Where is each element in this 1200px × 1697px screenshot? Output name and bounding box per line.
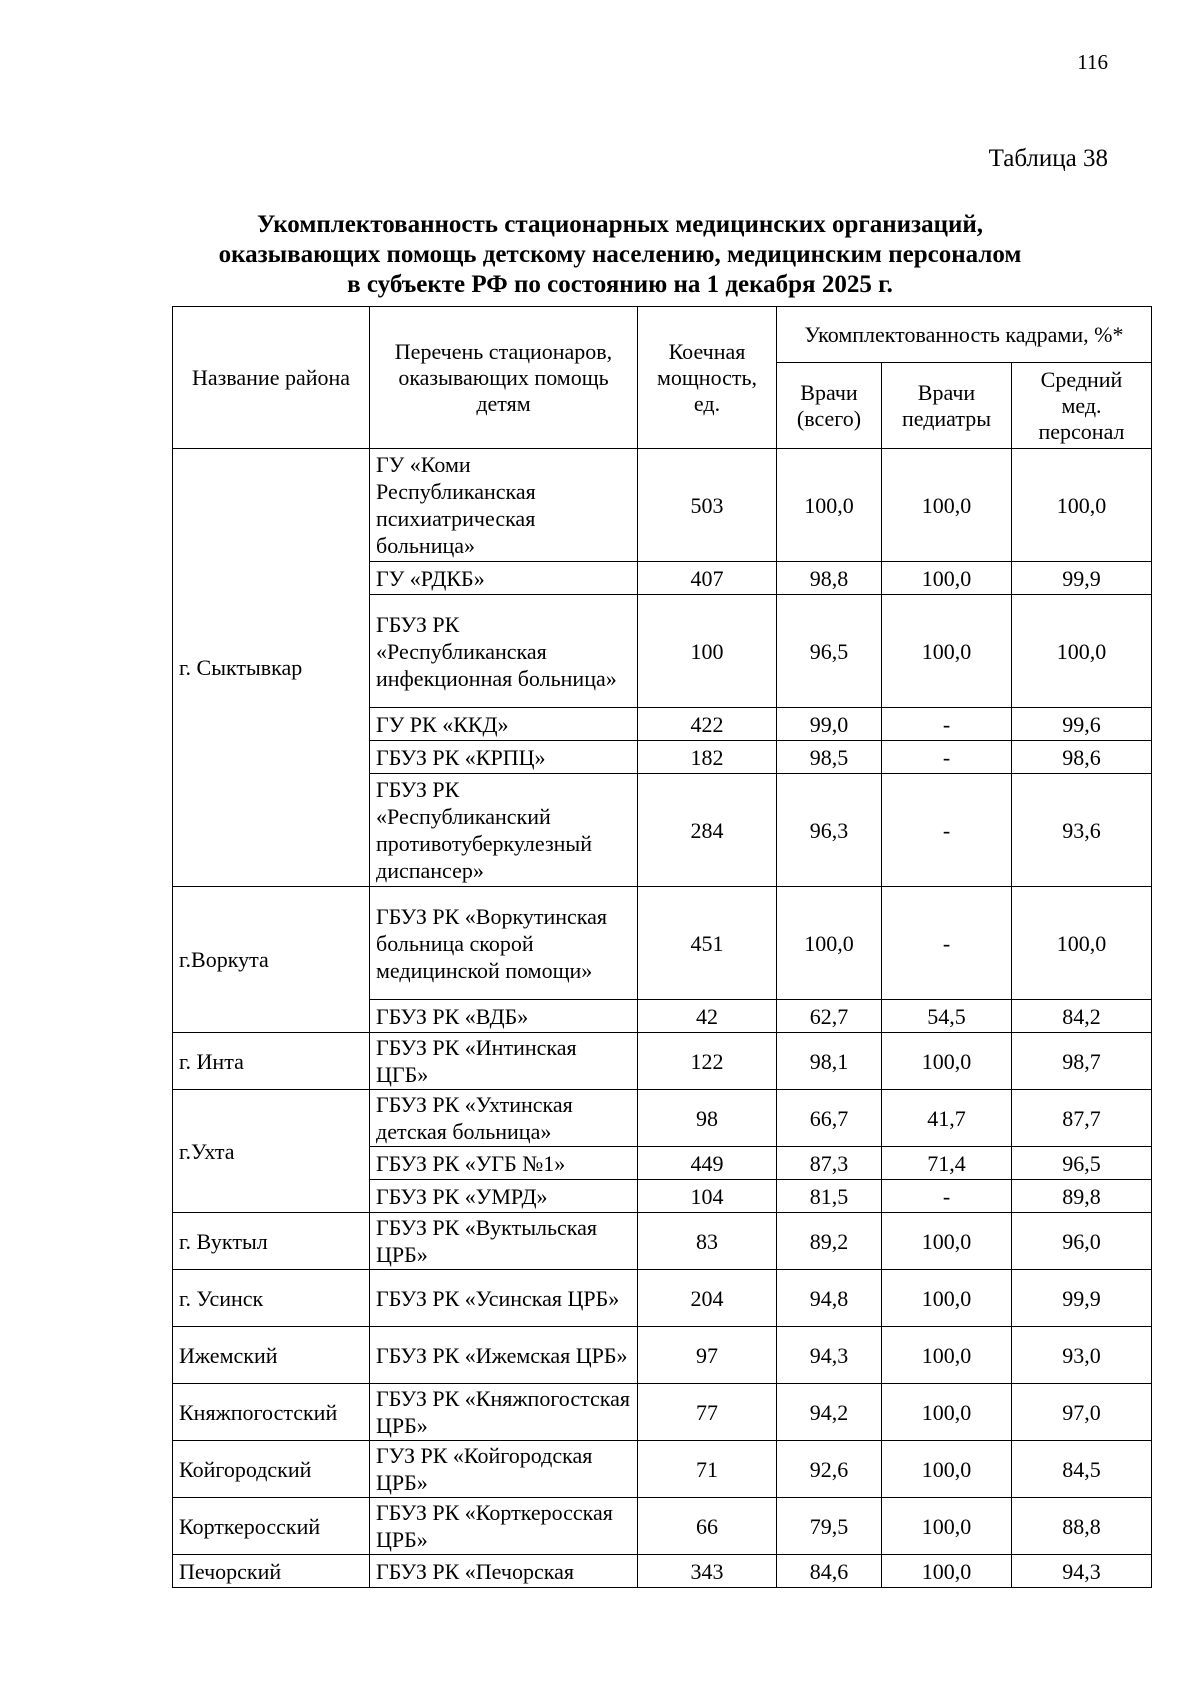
district-cell: г. Инта (173, 1033, 370, 1090)
hospital-cell: ГБУЗ РК «Интинская ЦГБ» (370, 1033, 638, 1090)
district-cell: г.Ухта (173, 1090, 370, 1213)
table-row (173, 1270, 1152, 1327)
doctors-total-cell: 79,5 (777, 1498, 882, 1555)
doctors-pediatric-cell: - (882, 708, 1012, 741)
doctors-pediatric-cell: 100,0 (882, 1033, 1012, 1090)
mid-staff-cell: 84,5 (1012, 1441, 1152, 1498)
doctors-pediatric-cell: 100,0 (882, 1555, 1012, 1588)
mid-staff-cell: 98,7 (1012, 1033, 1152, 1090)
district-cell: Ижемский (173, 1327, 370, 1384)
mid-staff-cell: 94,3 (1012, 1555, 1152, 1588)
doctors-total-cell: 94,2 (777, 1384, 882, 1441)
mid-staff-cell: 93,0 (1012, 1327, 1152, 1384)
doctors-total-cell: 94,8 (777, 1270, 882, 1327)
beds-cell: 42 (638, 1000, 777, 1033)
header-mid-staff: Средний мед. персонал (1012, 363, 1152, 449)
header-staffing: Укомплектованность кадрами, %* (777, 307, 1152, 363)
doctors-total-cell: 66,7 (777, 1090, 882, 1147)
beds-cell: 204 (638, 1270, 777, 1327)
table-row (173, 1555, 1152, 1588)
table-title (160, 210, 1080, 300)
mid-staff-cell: 100,0 (1012, 595, 1152, 708)
district-cell: Княжпогостский (173, 1384, 370, 1441)
doctors-total-cell: 84,6 (777, 1555, 882, 1588)
mid-staff-cell: 99,9 (1012, 1270, 1152, 1327)
header-doctors-total: Врачи (всего) (777, 363, 882, 449)
mid-staff-cell: 97,0 (1012, 1384, 1152, 1441)
doctors-total-cell: 89,2 (777, 1213, 882, 1270)
page-number: 116 (1077, 50, 1108, 74)
beds-cell: 407 (638, 562, 777, 595)
title-line: Укомплектованность стационарных медицинских организаций, (256, 211, 984, 238)
hospital-cell: ГБУЗ РК «КРПЦ» (370, 741, 638, 774)
mid-staff-cell: 88,8 (1012, 1498, 1152, 1555)
header-beds: Коечная мощность, ед. (638, 307, 777, 449)
beds-cell: 98 (638, 1090, 777, 1147)
beds-cell: 451 (638, 887, 777, 1000)
doctors-pediatric-cell: 100,0 (882, 1213, 1012, 1270)
doctors-total-cell: 62,7 (777, 1000, 882, 1033)
table-row (173, 887, 1152, 1000)
hospital-cell: ГУ «РДКБ» (370, 562, 638, 595)
table-row (173, 1033, 1152, 1090)
doctors-pediatric-cell: - (882, 887, 1012, 1000)
header-hospitals: Перечень стационаров, оказывающих помощь детям (370, 307, 638, 449)
mid-staff-cell: 96,0 (1012, 1213, 1152, 1270)
mid-staff-cell: 98,6 (1012, 741, 1152, 774)
doctors-pediatric-cell: 100,0 (882, 1441, 1012, 1498)
table-row (173, 1213, 1152, 1270)
beds-cell: 100 (638, 595, 777, 708)
doctors-total-cell: 98,8 (777, 562, 882, 595)
beds-cell: 83 (638, 1213, 777, 1270)
hospital-cell: ГБУЗ РК «УГБ №1» (370, 1147, 638, 1180)
hospital-cell: ГБУЗ РК «Княжпогостская ЦРБ» (370, 1384, 638, 1441)
title-line: в субъекте РФ по состоянию на 1 декабря 2025 г. (347, 271, 893, 298)
hospital-cell: ГБУЗ РК «ВДБ» (370, 1000, 638, 1033)
table-row (173, 1498, 1152, 1555)
hospital-cell: ГБУЗ РК «Воркутинская больница скорой медицинской помощи» (370, 887, 638, 1000)
district-cell: г.Воркута (173, 887, 370, 1033)
title-line: оказывающих помощь детскому населению, медицинским персоналом (218, 241, 1022, 268)
doctors-pediatric-cell: 100,0 (882, 1384, 1012, 1441)
doctors-total-cell: 100,0 (777, 887, 882, 1000)
doctors-pediatric-cell: 54,5 (882, 1000, 1012, 1033)
beds-cell: 77 (638, 1384, 777, 1441)
doctors-total-cell: 96,3 (777, 774, 882, 887)
beds-cell: 343 (638, 1555, 777, 1588)
table-label: Таблица 38 (988, 145, 1108, 172)
district-cell: г. Вуктыл (173, 1213, 370, 1270)
beds-cell: 449 (638, 1147, 777, 1180)
doctors-total-cell: 98,5 (777, 741, 882, 774)
mid-staff-cell: 100,0 (1012, 449, 1152, 562)
doctors-total-cell: 99,0 (777, 708, 882, 741)
doctors-pediatric-cell: - (882, 774, 1012, 887)
hospital-cell: ГБУЗ РК «Корткеросская ЦРБ» (370, 1498, 638, 1555)
header-district: Название района (173, 307, 370, 449)
doctors-total-cell: 81,5 (777, 1180, 882, 1213)
doctors-total-cell: 100,0 (777, 449, 882, 562)
doctors-total-cell: 92,6 (777, 1441, 882, 1498)
beds-cell: 503 (638, 449, 777, 562)
district-cell: г. Сыктывкар (173, 449, 370, 887)
beds-cell: 284 (638, 774, 777, 887)
beds-cell: 422 (638, 708, 777, 741)
doctors-total-cell: 94,3 (777, 1327, 882, 1384)
table-row (173, 1327, 1152, 1384)
table-row (173, 1384, 1152, 1441)
doctors-pediatric-cell: 100,0 (882, 1498, 1012, 1555)
beds-cell: 66 (638, 1498, 777, 1555)
header-doctors-pediatric: Врачи педиатры (882, 363, 1012, 449)
hospital-cell: ГБУЗ РК «Республиканская инфекционная больница» (370, 595, 638, 708)
district-cell: г. Усинск (173, 1270, 370, 1327)
doctors-total-cell: 98,1 (777, 1033, 882, 1090)
doctors-pediatric-cell: 100,0 (882, 449, 1012, 562)
hospital-cell: ГБУЗ РК «Ухтинская детская больница» (370, 1090, 638, 1147)
table-row (173, 1441, 1152, 1498)
district-cell: Койгородский (173, 1441, 370, 1498)
table-body (173, 449, 1152, 1588)
table-row (173, 449, 1152, 562)
hospital-cell: ГУ РК «ККД» (370, 708, 638, 741)
doctors-pediatric-cell: - (882, 741, 1012, 774)
beds-cell: 122 (638, 1033, 777, 1090)
mid-staff-cell: 89,8 (1012, 1180, 1152, 1213)
mid-staff-cell: 99,6 (1012, 708, 1152, 741)
beds-cell: 71 (638, 1441, 777, 1498)
mid-staff-cell: 99,9 (1012, 562, 1152, 595)
doctors-pediatric-cell: 100,0 (882, 1327, 1012, 1384)
beds-cell: 182 (638, 741, 777, 774)
district-cell: Печорский (173, 1555, 370, 1588)
hospital-cell: ГБУЗ РК «УМРД» (370, 1180, 638, 1213)
table-row (173, 1090, 1152, 1147)
beds-cell: 97 (638, 1327, 777, 1384)
hospital-cell: ГБУЗ РК «Печорская (370, 1555, 638, 1588)
doctors-pediatric-cell: 100,0 (882, 595, 1012, 708)
mid-staff-cell: 87,7 (1012, 1090, 1152, 1147)
staffing-table (172, 306, 1152, 1588)
hospital-cell: ГУ «Коми Республиканская психиатрическая больница» (370, 449, 638, 562)
hospital-cell: ГУЗ РК «Койгородская ЦРБ» (370, 1441, 638, 1498)
hospital-cell: ГБУЗ РК «Вуктыльская ЦРБ» (370, 1213, 638, 1270)
district-cell: Корткеросский (173, 1498, 370, 1555)
hospital-cell: ГБУЗ РК «Ижемская ЦРБ» (370, 1327, 638, 1384)
doctors-pediatric-cell: 100,0 (882, 1270, 1012, 1327)
beds-cell: 104 (638, 1180, 777, 1213)
mid-staff-cell: 100,0 (1012, 887, 1152, 1000)
doctors-pediatric-cell: - (882, 1180, 1012, 1213)
mid-staff-cell: 93,6 (1012, 774, 1152, 887)
hospital-cell: ГБУЗ РК «Республиканский противотуберкулезный диспансер» (370, 774, 638, 887)
doctors-pediatric-cell: 41,7 (882, 1090, 1012, 1147)
hospital-cell: ГБУЗ РК «Усинская ЦРБ» (370, 1270, 638, 1327)
doctors-total-cell: 87,3 (777, 1147, 882, 1180)
doctors-pediatric-cell: 100,0 (882, 562, 1012, 595)
doctors-pediatric-cell: 71,4 (882, 1147, 1012, 1180)
doctors-total-cell: 96,5 (777, 595, 882, 708)
mid-staff-cell: 96,5 (1012, 1147, 1152, 1180)
mid-staff-cell: 84,2 (1012, 1000, 1152, 1033)
